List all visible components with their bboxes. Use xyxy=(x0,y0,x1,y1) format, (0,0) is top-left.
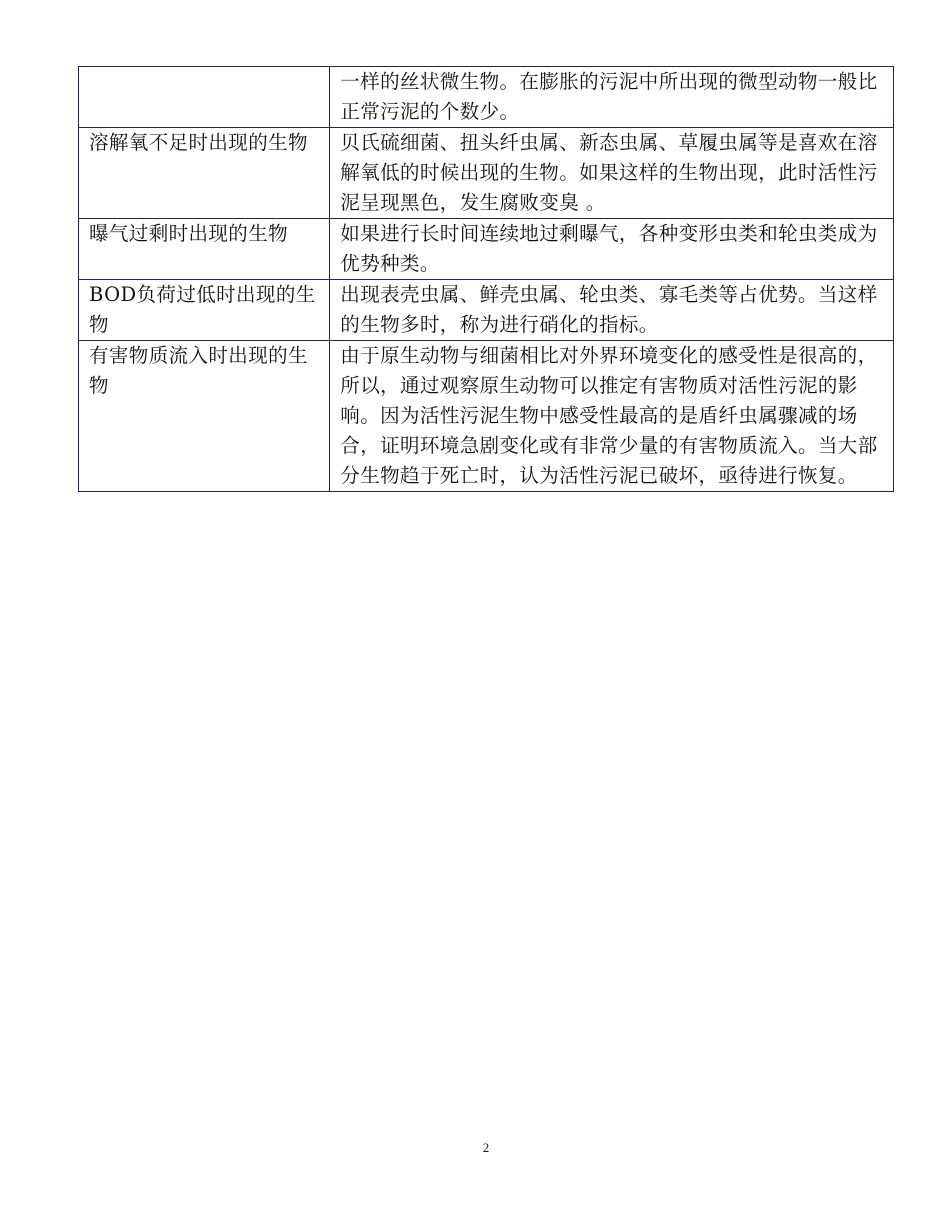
table-row xyxy=(79,280,894,341)
description-cell: 一样的丝状微生物。在膨胀的污泥中所出现的微型动物一般比正常污泥的个数少。 xyxy=(330,67,894,128)
table-row xyxy=(79,67,894,128)
condition-cell: 溶解氧不足时出现的生物 xyxy=(79,128,330,219)
condition-cell: 曝气过剩时出现的生物 xyxy=(79,219,330,280)
table-row xyxy=(79,128,894,219)
page-number: 2 xyxy=(482,1140,490,1155)
table-row xyxy=(79,219,894,280)
microorganism-indicator-table xyxy=(78,66,894,492)
description-cell: 由于原生动物与细菌相比对外界环境变化的感受性是很高的，所以，通过观察原生动物可以推定有害物质对活性污泥的影响。因为活性污泥生物中感受性最高的是盾纤虫属骤减的场合，证明环境急剧变化或有非常少量的有害物质流入。当大部分生物趋于死亡时，认为活性污泥已破坏，亟待进行恢复。 xyxy=(330,341,894,492)
condition-cell: BOD负荷过低时出现的生物 xyxy=(79,280,330,341)
condition-cell xyxy=(79,67,330,128)
table-row xyxy=(79,341,894,492)
description-cell: 出现表壳虫属、鲜壳虫属、轮虫类、寡毛类等占优势。当这样的生物多时，称为进行硝化的指标。 xyxy=(330,280,894,341)
condition-cell: 有害物质流入时出现的生物 xyxy=(79,341,330,492)
description-cell: 贝氏硫细菌、扭头纤虫属、新态虫属、草履虫属等是喜欢在溶解氧低的时候出现的生物。如果这样的生物出现，此时活性污泥呈现黑色，发生腐败变臭 。 xyxy=(330,128,894,219)
description-cell: 如果进行长时间连续地过剩曝气，各种变形虫类和轮虫类成为优势种类。 xyxy=(330,219,894,280)
